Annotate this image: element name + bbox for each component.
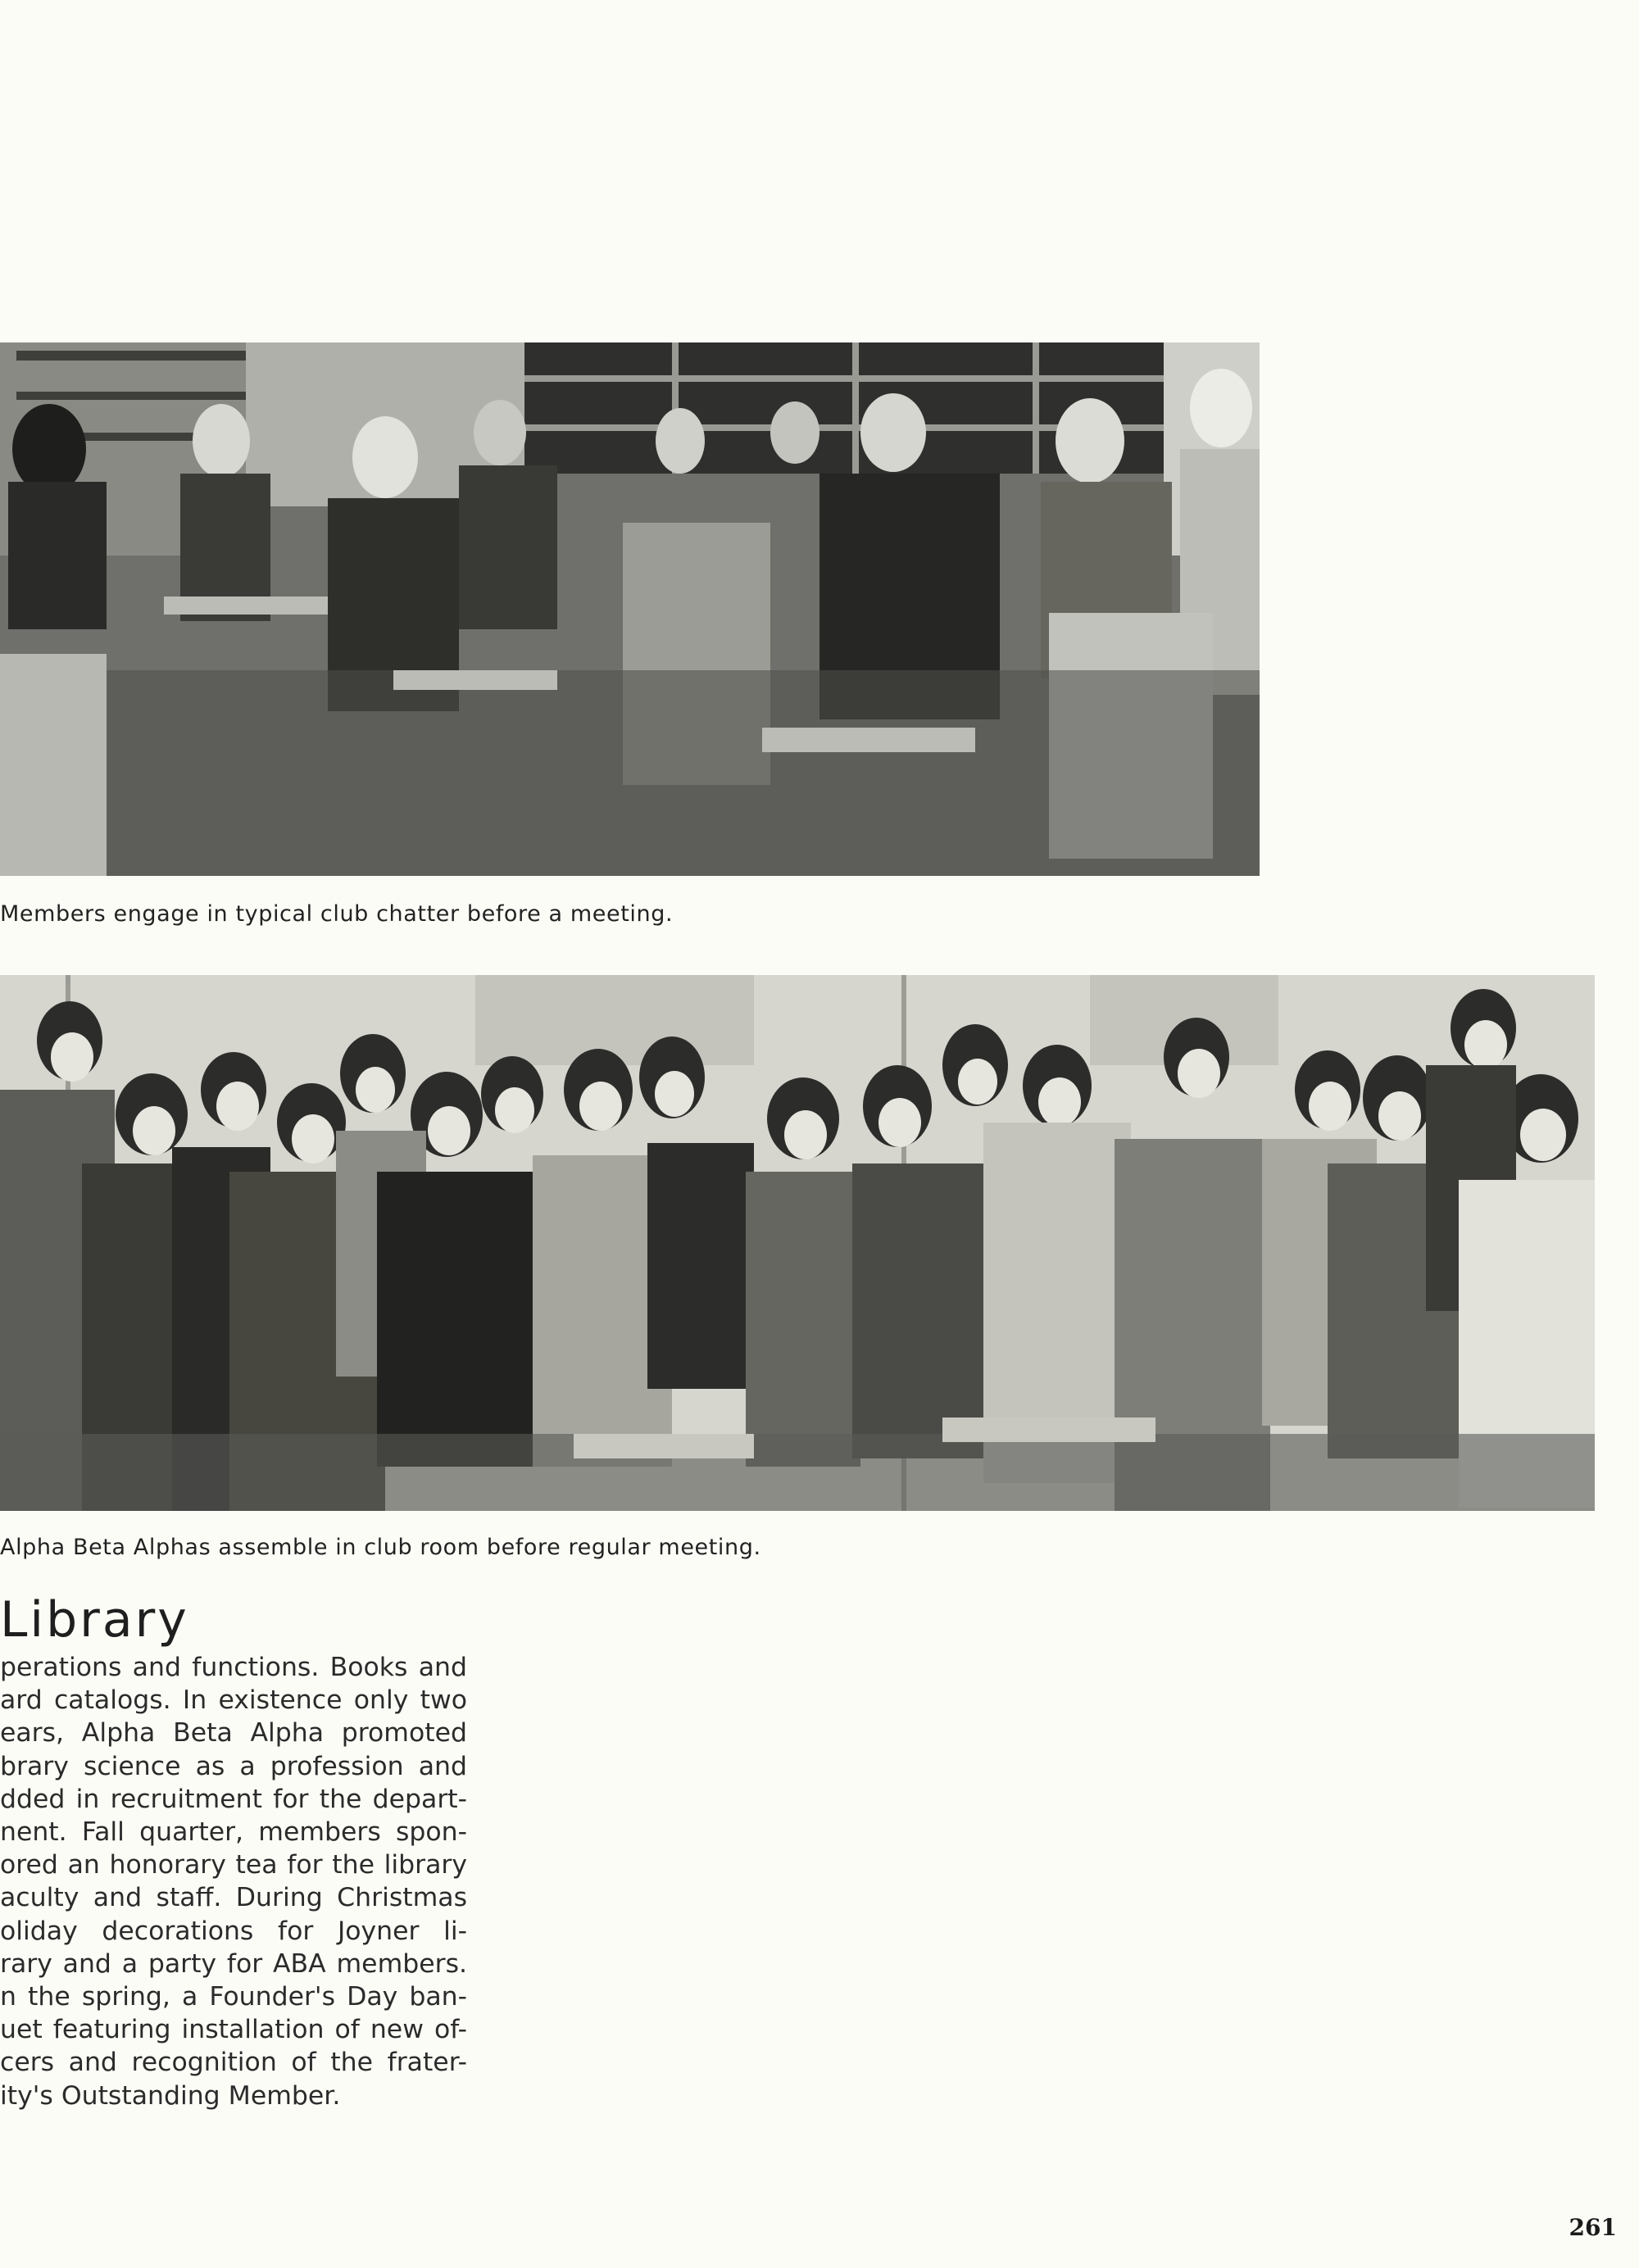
body-line: uet featuring installation of new of- (0, 2015, 467, 2045)
section-heading: Library (0, 1591, 189, 1649)
group-portrait-photo-image (0, 975, 1595, 1511)
body-line: perations and functions. Books and (0, 1653, 467, 1682)
body-line: oliday decorations for Joyner li- (0, 1916, 467, 1946)
body-line: ored an honorary tea for the library (0, 1850, 467, 1880)
body-line: rary and a party for ABA members. (0, 1948, 467, 1979)
page-number: 261 (1569, 2214, 1617, 2241)
body-line: ears, Alpha Beta Alpha promoted (0, 1718, 467, 1749)
club-chatter-caption: Members engage in typical club chatter before a meeting. (0, 901, 674, 927)
club-chatter-photo-image (0, 342, 1260, 876)
body-line: brary science as a profession and (0, 1751, 467, 1781)
body-line: ity's Outstanding Member. (0, 2080, 341, 2111)
article-body (0, 1651, 467, 2112)
group-portrait-caption: Alpha Beta Alphas assemble in club room before regular meeting. (0, 1535, 761, 1560)
group-portrait-photo (0, 975, 1595, 1511)
body-line: n the spring, a Founder's Day ban- (0, 1982, 467, 2012)
club-chatter-photo (0, 342, 1260, 876)
body-line: dded in recruitment for the depart- (0, 1784, 467, 1814)
body-line: ard catalogs. In existence only two (0, 1685, 467, 1716)
body-line: nent. Fall quarter, members spon- (0, 1817, 467, 1848)
body-line: cers and recognition of the frater- (0, 2048, 467, 2078)
body-line: aculty and staff. During Christmas (0, 1883, 467, 1913)
